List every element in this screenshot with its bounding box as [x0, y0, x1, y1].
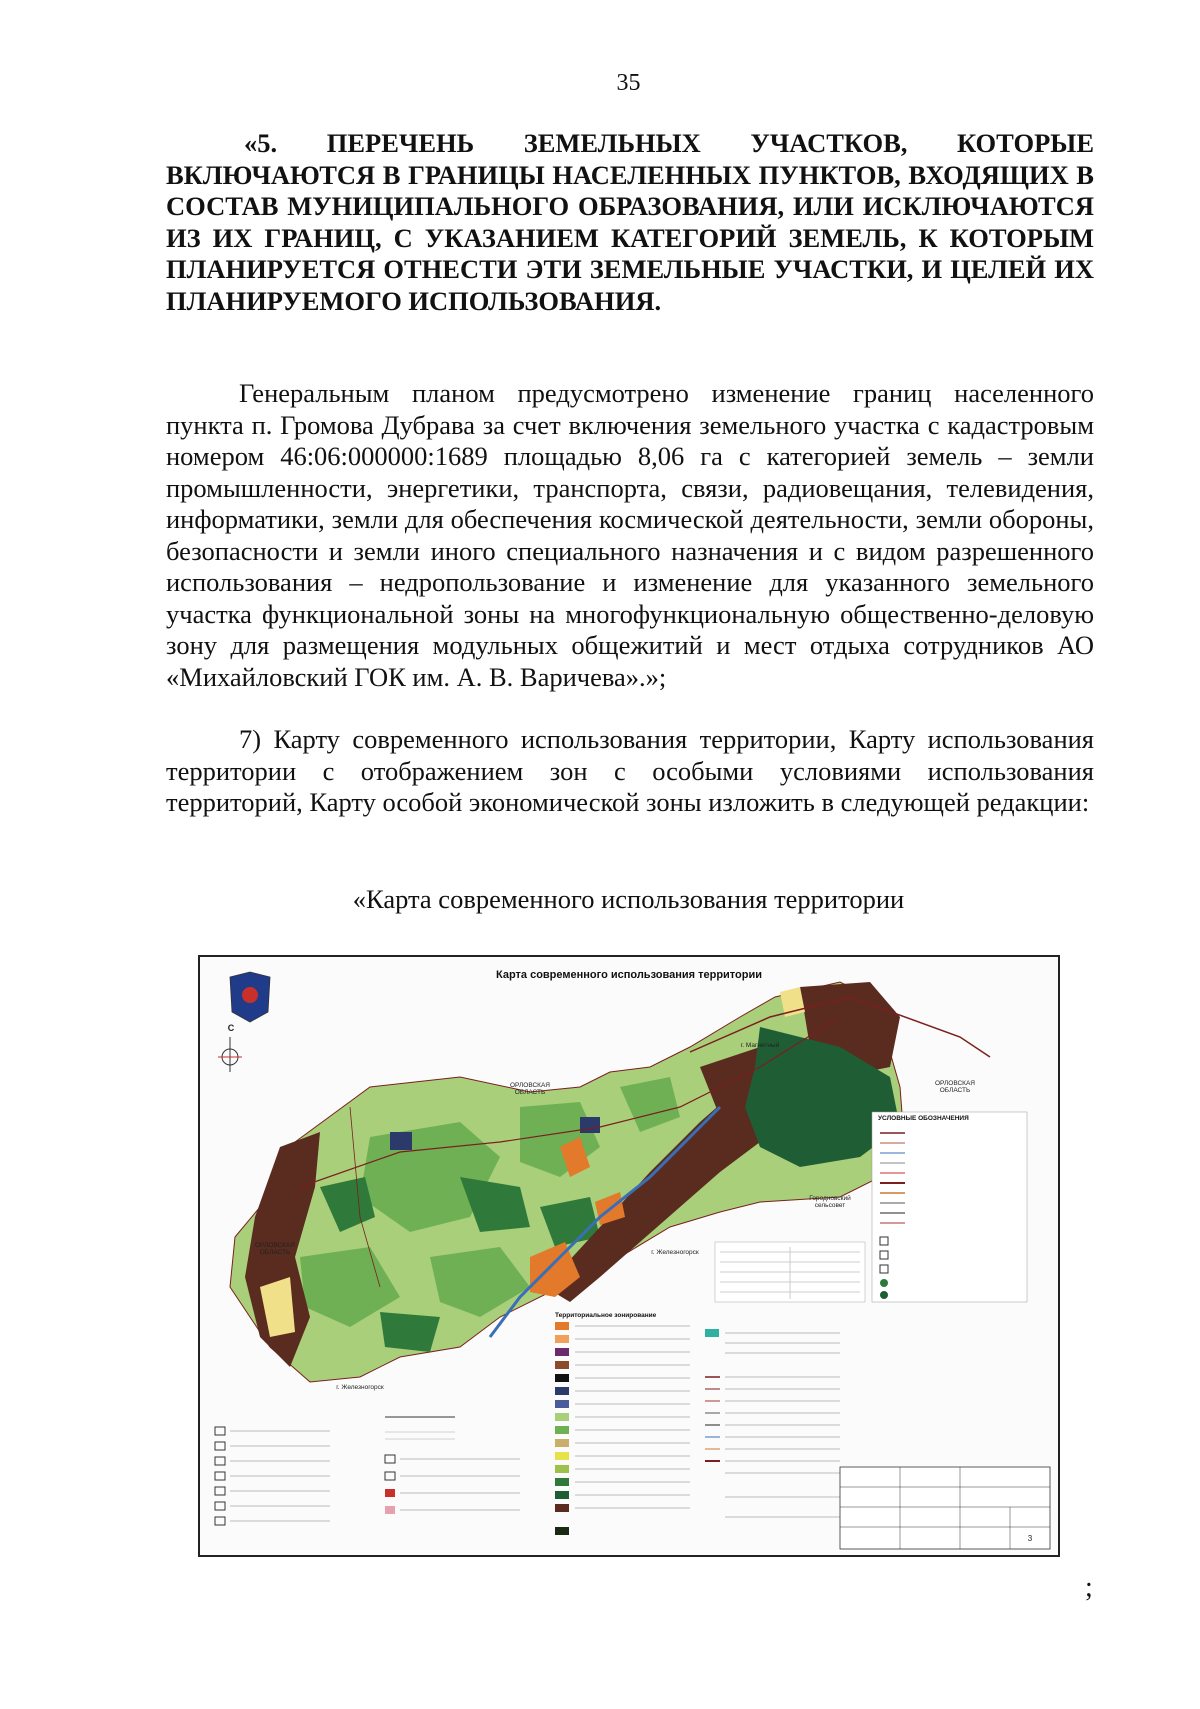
legend-box — [872, 1112, 1027, 1302]
paragraph-1: Генеральным планом предусмотрено изменение границ населенного пункта п. Громова Дубрава за счет включения земельного участка с кадастровым номером 46:06:000000:1689 площадью 8,06 га с категорией земель – земли промышленности, энергетики, транспорта, связи, радиовещания, телевидения, информатики, земли для обеспечения космической деятельности, земли обороны, безопасности и земли иного специального назначения и с видом разрешенного использования – недропользование и изменение для указанного земельного участка функциональной зоны на многофункциональную общественно-деловую зону для размещения модульных общежитий и мест отдыха сотрудников АО «Михайловский ГОК им. А. В. Варичева».»; — [166, 378, 1094, 692]
trailing-semicolon: ; — [1085, 1572, 1093, 1603]
map-patch-dark-green-3 — [380, 1312, 440, 1352]
label-orel-region-1: ОРЛОВСКАЯ ОБЛАСТЬ — [510, 1082, 550, 1096]
map-caption: «Карта современного использования территории — [352, 884, 905, 914]
label-city-magnetny: г. Магнетный — [740, 1042, 780, 1049]
map-image — [198, 955, 1060, 1557]
map-title: Карта современного использования территории — [495, 969, 763, 981]
sheet-number: 3 — [1027, 1534, 1033, 1543]
map-graphic — [200, 957, 1058, 1555]
label-orel-region-2: ОРЛОВСКАЯ ОБЛАСТЬ — [935, 1080, 975, 1094]
label-orel-region-3: ОРЛОВСКАЯ ОБЛАСТЬ — [255, 1242, 295, 1256]
label-gorodnovsky: Городновский сельсовет — [809, 1195, 851, 1209]
label-city-zheleznogorsk-2: г. Железногорск — [336, 1384, 384, 1391]
label-city-zheleznogorsk-1: г. Железногорск — [651, 1249, 699, 1256]
north-letter: С — [227, 1023, 235, 1033]
legend-special-zones — [705, 1329, 840, 1517]
map-area-navy-1 — [390, 1132, 412, 1150]
section-heading: «5. ПЕРЕЧЕНЬ ЗЕМЕЛЬНЫХ УЧАСТКОВ, КОТОРЫЕ ВКЛЮЧАЮТСЯ В ГРАНИЦЫ НАСЕЛЕННЫХ ПУНКТОВ, ВХОДЯЩИХ В СОСТАВ МУНИЦИПАЛЬНОГО ОБРАЗОВАНИЯ, ИЛИ ИСКЛЮЧАЮТСЯ ИЗ ИХ ГРАНИЦ, С УКАЗАНИЕМ КАТЕГОРИЙ ЗЕМЕЛЬ, К КОТОРЫМ ПЛАНИРУЕТСЯ ОТНЕСТИ ЭТИ ЗЕМЕЛЬНЫЕ УЧАСТКИ, И ЦЕЛЕЙ ИХ ПЛАНИРУЕМОГО ИСПОЛЬЗОВАНИЯ. — [166, 128, 1094, 316]
zoning-heading: Территориальное зонирование — [555, 1312, 657, 1319]
page-number: 35 — [616, 70, 641, 96]
legend-capital-objects — [215, 1427, 330, 1525]
paragraph-2: 7) Карту современного использования территории, Карту использования территории с отображением зон с особыми условиями использования территорий, Карту особой экономической зоны изложить в следующей редакции: — [166, 724, 1094, 817]
legend-cultural-objects — [385, 1455, 520, 1514]
zoning-swatches — [555, 1322, 569, 1535]
zoning-legend-lines — [575, 1326, 690, 1508]
map-area-navy-2 — [580, 1117, 600, 1133]
north-arrow-icon — [218, 1037, 242, 1072]
legend-heading: УСЛОВНЫЕ ОБОЗНАЧЕНИЯ — [878, 1115, 969, 1122]
map-scale — [385, 1417, 455, 1439]
